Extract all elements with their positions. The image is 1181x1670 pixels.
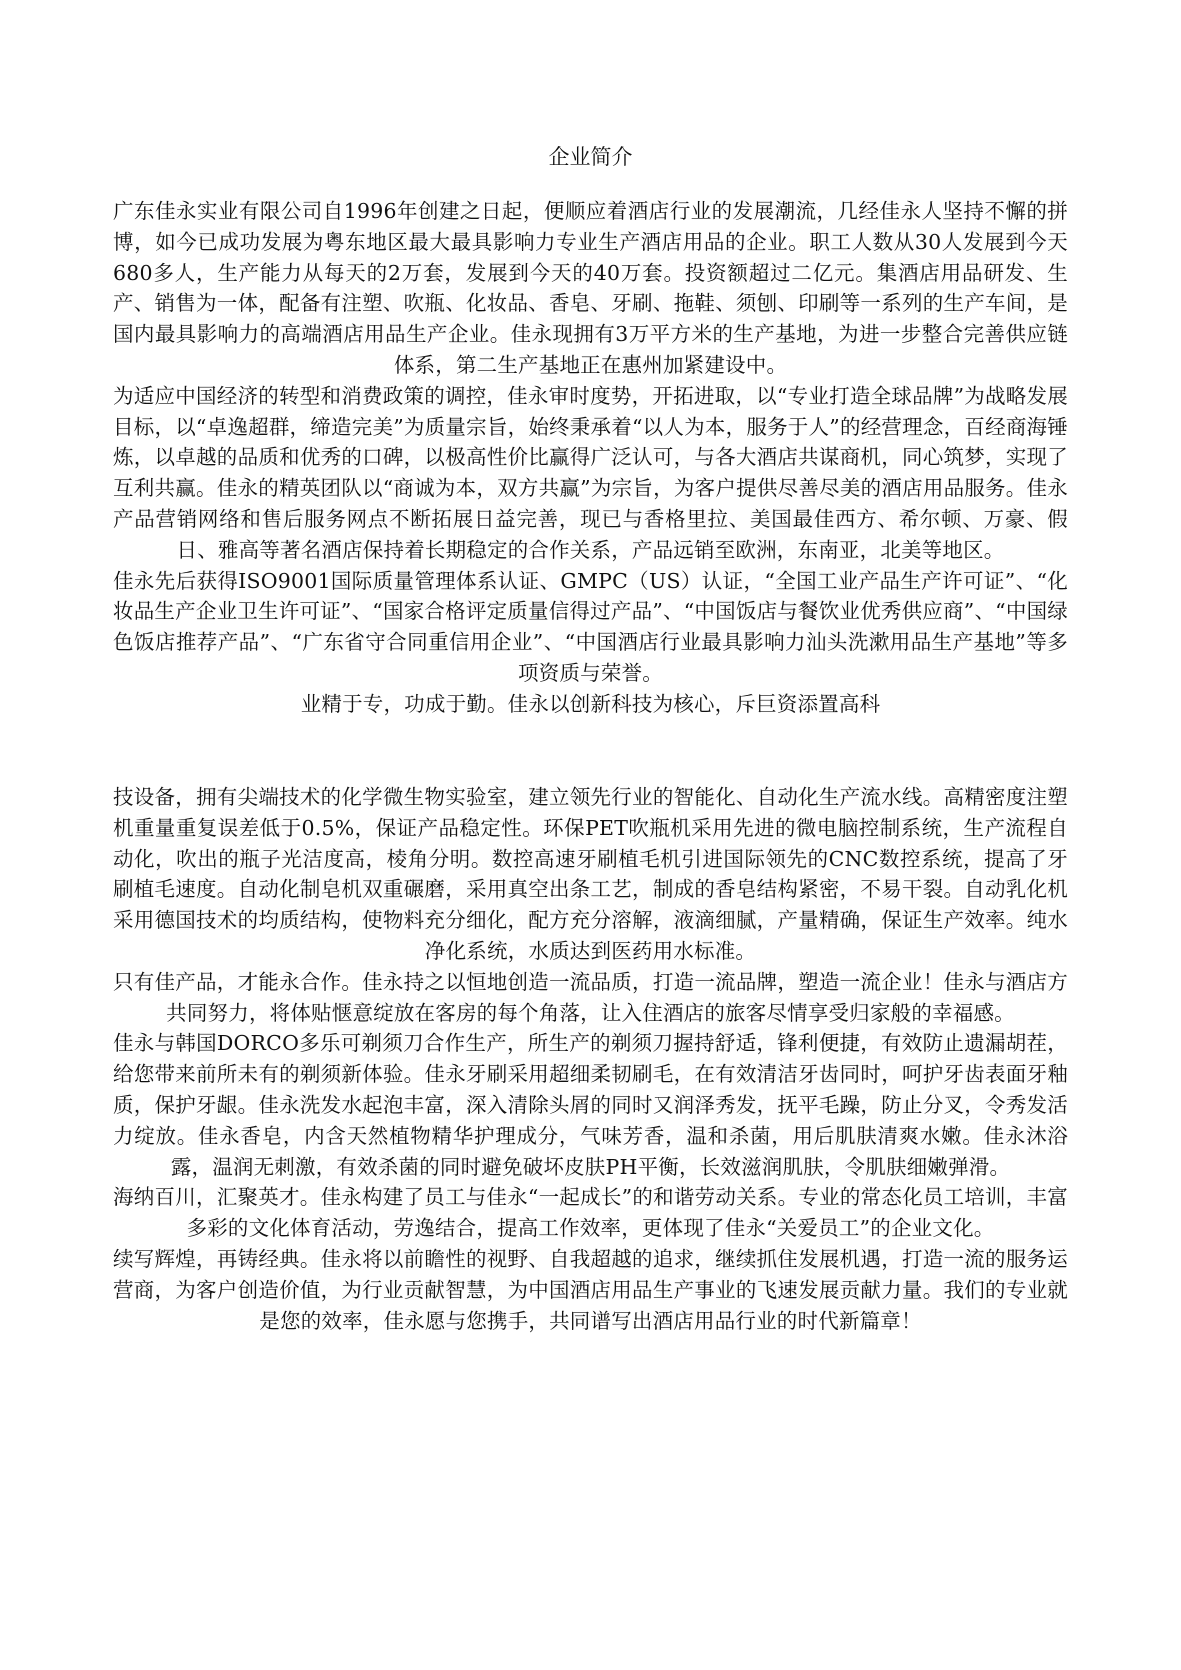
text-block-top xyxy=(113,196,1068,720)
paragraph-certifications: 佳永先后获得ISO9001国际质量管理体系认证、GMPC（US）认证，“全国工业产品生产许可证”、“化妆品生产企业卫生许可证”、“国家合格评定质量信得过产品”、“中国饭店与餐饮业优秀供应商”、“中国绿色饭店推荐产品”、“广东省守合同重信用企业”、“中国酒店行业最具影响力汕头洗漱用品生产基地”等多项资质与荣誉。 xyxy=(113,568,1068,685)
paragraph-employees: 海纳百川，汇聚英才。佳永构建了员工与佳永“一起成长”的和谐劳动关系。专业的常态化员工培训，丰富多彩的文化体育活动，劳逸结合，提高工作效率，更体现了佳永“关爱员工”的企业文化。 xyxy=(113,1185,1068,1241)
text-block-bottom xyxy=(113,782,1068,1336)
paragraph-technology-continued: 技设备，拥有尖端技术的化学微生物实验室，建立领先行业的智能化、自动化生产流水线。高精密度注塑机重量重复误差低于0.5%，保证产品稳定性。环保PET吹瓶机采用先进的微电脑控制系统，生产流程自动化，吹出的瓶子光洁度高，棱角分明。数控高速牙刷植毛机引进国际领先的CNC数控系统，提高了牙刷植毛速度。自动化制皂机双重碾磨，采用真空出条工艺，制成的香皂结构紧密，不易干裂。自动乳化机采用德国技术的均质结构，使物料充分细化，配方充分溶解，液滴细腻，产量精确，保证生产效率。纯水净化系统，水质达到医药用水标准。 xyxy=(113,785,1068,963)
paragraph-quality: 只有佳产品，才能永合作。佳永持之以恒地创造一流品质，打造一流品牌，塑造一流企业！佳永与酒店方共同努力，将体贴惬意绽放在客房的每个角落，让入住酒店的旅客尽情享受归家般的幸福感。 xyxy=(113,969,1068,1025)
paragraph-technology-start: 业精于专，功成于勤。佳永以创新科技为核心，斥巨资添置高科 xyxy=(300,691,881,716)
paragraph-company-history: 广东佳永实业有限公司自1996年创建之日起，便顺应着酒店行业的发展潮流，几经佳永人坚持不懈的拼博，如今已成功发展为粤东地区最大最具影响力专业生产酒店用品的企业。职工人数从30人发展到今天680多人，生产能力从每天的2万套，发展到今天的40万套。投资额超过二亿元。集酒店用品研发、生产、销售为一体，配备有注塑、吹瓶、化妆品、香皂、牙刷、拖鞋、须刨、印刷等一系列的生产车间，是国内最具影响力的高端酒店用品生产企业。佳永现拥有3万平方米的生产基地，为进一步整合完善供应链体系，第二生产基地正在惠州加紧建设中。 xyxy=(113,199,1068,377)
paragraph-strategy: 为适应中国经济的转型和消费政策的调控，佳永审时度势，开拓进取，以“专业打造全球品牌”为战略发展目标，以“卓逸超群，缔造完美”为质量宗旨，始终秉承着“以人为本，服务于人”的经营理念，百经商海锤炼，以卓越的品质和优秀的口碑，以极高性价比赢得广泛认可，与各大酒店共谋商机，同心筑梦，实现了互利共赢。佳永的精英团队以“商诚为本，双方共赢”为宗旨，为客户提供尽善尽美的酒店用品服务。佳永产品营销网络和售后服务网点不断拓展日益完善，现已与香格里拉、美国最佳西方、希尔顿、万豪、假日、雅高等著名酒店保持着长期稳定的合作关系，产品远销至欧洲，东南亚，北美等地区。 xyxy=(113,383,1068,562)
paragraph-products: 佳永与韩国DORCO多乐可剃须刀合作生产，所生产的剃须刀握持舒适，锋利便捷，有效防止遗漏胡茬，给您带来前所未有的剃须新体验。佳永牙刷采用超细柔韧刷毛，在有效清洁牙齿同时，呵护牙齿表面牙釉质，保护牙龈。佳永洗发水起泡丰富，深入清除头屑的同时又润泽秀发，抚平毛躁，防止分叉，令秀发活力绽放。佳永香皂，内含天然植物精华护理成分，气味芳香，温和杀菌，用后肌肤清爽水嫩。佳永沐浴露，温润无刺激，有效杀菌的同时避免破坏皮肤PH平衡，长效滋润肌肤，令肌肤细嫩弹滑。 xyxy=(113,1031,1068,1179)
paragraph-future: 续写辉煌，再铸经典。佳永将以前瞻性的视野、自我超越的追求，继续抓住发展机遇，打造一流的服务运营商，为客户创造价值，为行业贡献智慧，为中国酒店用品生产事业的飞速发展贡献力量。我们的专业就是您的效率，佳永愿与您携手，共同谱写出酒店用品行业的时代新篇章！ xyxy=(113,1246,1068,1333)
document-title: 企业简介 xyxy=(548,145,633,169)
